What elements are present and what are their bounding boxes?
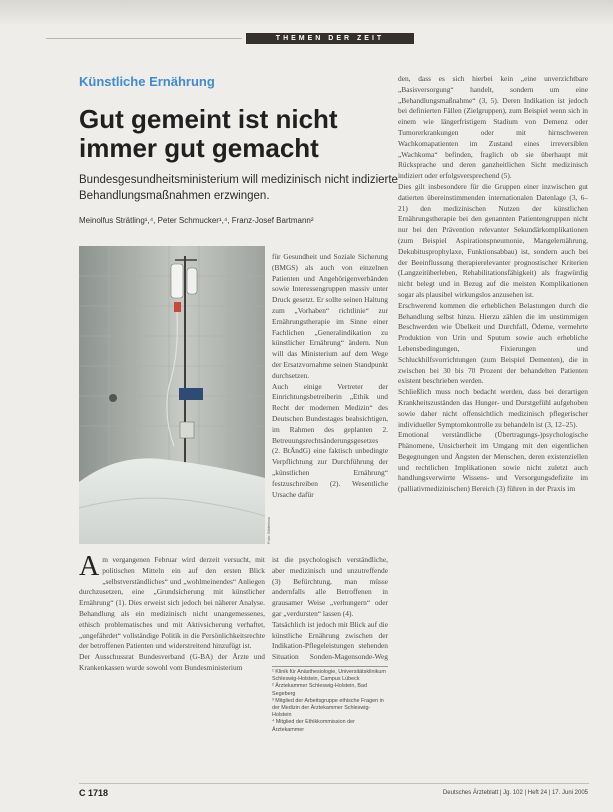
body-column-middle: für Gesundheit und Soziale Sicherung (BMGS) als auch von einzelnen Patienten und Angehörigenverbänden sowie Interessengruppen massiv unter Druck gesetzt. Er sollte seinen Haltung zum „Vorhaben“ richtlinie“ zur Ernährungstherapie im Sinne einer Fachlichen „Generalindikation zu künstlicher Ernährung“ ändern. Nun will das Ministerium auf dem Wege der Ersatzvornahme seinen Standpunkt durchsetzen. Auch einige Vertreter der Einrichtungsbetreiberin „Ethik und Recht der modernen Medizin“ des Deutschen Bundestages beabsichtigen, im Rahmen des geplanten 2. Betreuungsrechtsänderungsgesetzes (2. BtÄndG) eine faktisch unbedingte Verpflichtung zur Durchführung der „künstlichen Ernährung“ festzuschreiben (2). Wesentliche Ursache dafür [272, 252, 388, 499]
drop-cap: A [79, 555, 100, 582]
infusion-photo [79, 246, 265, 544]
article-title: Gut gemeint ist nicht immer gut gemacht [79, 104, 338, 163]
page-number: C 1718 [79, 788, 109, 798]
page-top-shadow [0, 0, 613, 26]
author-affiliations: ¹ Klinik für Anästhesiologie, Universitätsklinikum Schleswig-Holstein, Campus Lübeck ² Ärztekammer Schleswig-Holstein, Bad Segeberg ³ Mitglied der Arbeitsgruppe ethische Fragen in der Medizin der Ärztekammer Schleswig-Holstein ⁴ Mitglied der Ethikkommission der Ärztekammer [272, 666, 388, 734]
article-subtitle: Bundesgesundheitsministerium will medizinisch nicht indizierte Behandlungsmaßnahmen erzwingen. [79, 174, 398, 202]
article-authors: Meinolfus Strätling¹,⁴, Peter Schmucker¹,⁴, Franz-Josef Bartmann² [79, 216, 314, 225]
body-column-middle-lower: ist die psychologisch verständliche, aber medizinisch und unzutreffende (3) Befürchtung, man müsse andernfalls alle Betroffenen in grausamer Weise „verhungern“ oder gar „verdursten“ lassen (4). Tatsächlich ist jedoch mit Blick auf die künstliche Ernährung zwischen der Indikation-Pflegeleistungen stehenden Situation Sonden-Magensonde-Weg [272, 555, 388, 661]
footer-divider [79, 783, 589, 784]
photo-credit: Foto: Bilderbox [266, 517, 271, 544]
body-column-right: den, dass es sich hierbei kein „eine unverzichtbare „Basisversorgung“ handelt, sondern um eine „Behandlungsmaßnahme“ (3, 5). Deren Indikation ist jedoch bei definierten Fällen (Zielgruppen), zum Beispiel wenn sich in einem wie längerfristigem Stadium von Demenz oder Tumorerkrankungen oder mit hirnschweren Wachkomapatienten im Zustand eines irreversiblen „Wachkoma“ befinden, fraglich ob sie überhaupt mit Rücksprache und deren ganzheitlichen Sicht medizinisch indiziert oder erfolgsversprechend (5). Dies gilt insbesondere für die Gruppen einer inzwischen gut datierten übereinstimmenden internationalen Datenlage (3, 6–21) den medizinischen Nutzen der künstlichen Ernährungstherapie bei den genannten Patientengruppen nicht nur bei den Prävention relevanter Sekundärkomplikationen (zum Beispiel Aspirationspneumonie, Mangelernährung, Dekubitusprophylaxe, Funktionsabbau) ist, sondern auch bei der Beeinflussung therapierelevanter prognostischer Kriterien (Langzeitüberleben, Rehabilitationsfähigkeit) als fragwürdig nicht belegt und in Bezug auf die meisten Komplikationen sogar als plausibel wirkungslos anzusehen ist. Erschwerend kommen die erheblichen Belastungen durch die Behandlung selbst hinzu. Hierzu zählen die im unstimmigen Beschwerden wie Übelkeit und Durchfall, Ödeme, vermehrte Produktion von Urin und Sputum sowie auch erhebliche Lebensbedingungen, Fixierungen und Schluckhilfsvorrichtungen (zum Beispiel Dementen), die in zwischen bei 30 bis 70 Prozent der behandelten Patienten existent beschrieben werden. Schließlich muss noch bedacht werden, dass bei derartigen Krankheitszuständen das Hunger- und Durstgefühl aufgehoben sowie daher nicht offensichtlich medizinisch pflegerischer individueller Symptomkontrolle zu behandeln ist (3, 12–25). Emotional verständliche (Übertragungs-)psychologische Phänomene, Unsicherheit im Umgang mit den eigentlichen Begegnungen und Ängsten der Menschen, deren existenziellen und rechtlichen Implikationen sowie nicht zuletzt auch handlungsverwirrte Wissens- und Versorgungsdefizite im (palliativmedizinischen) Bereich (3) führen in der Praxis im [398, 74, 588, 494]
section-header-bar: THEMEN DER ZEIT [246, 33, 414, 44]
article-kicker: Künstliche Ernährung [79, 74, 215, 89]
body-text-left: m vergangenen Februar wird derzeit versucht, mit politischen Mitteln ein auf den ersten Blick „selbstverständliches“ und „wohlmeinendes“ Anliegen durchzusetzen, eine „Grundsicherung mit künstlicher Ernährung“ (1). Dies erweist sich jedoch bei näherer Analyse. Behandlung als ein medizinisch nicht unangemessenes, ethisch problematisches und mit Aktivsicherung verhaftet, „ungefährdet“ vollständige Politik in die Persönlichkeitsrechte der betroffenen Patienten und widerstreitend hinzufügt ist. Der Ausschussrat Bundesverband (G-BA) der Ärzte und Krankenkassen wurde sowohl vom Bundesministerium [79, 555, 265, 672]
journal-citation: Deutsches Ärzteblatt | Jg. 102 | Heft 24 | 17. Juni 2005 [442, 790, 588, 796]
body-column-left [79, 555, 265, 773]
